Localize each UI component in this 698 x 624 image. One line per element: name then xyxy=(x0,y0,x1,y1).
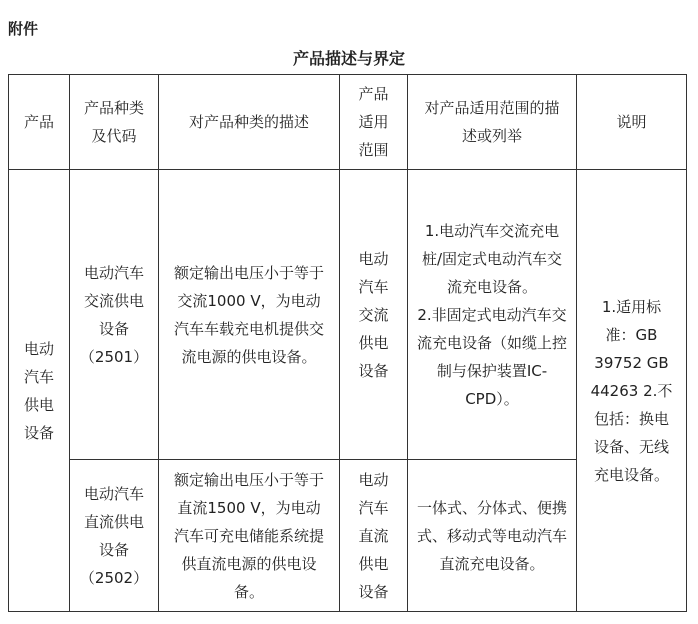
column-header-product: 产品 xyxy=(9,75,70,170)
column-header-description: 对产品种类的描述 xyxy=(159,75,340,170)
column-header-note: 说明 xyxy=(577,75,687,170)
category-cell-ac: 电动汽车交流供电设备（2501） xyxy=(70,170,159,460)
category-cell-dc: 电动汽车直流供电设备（2502） xyxy=(70,460,159,612)
description-cell-dc: 额定输出电压小于等于直流1500 V，为电动汽车可充电储能系统提供直流电源的供电设备。 xyxy=(159,460,340,612)
enumeration-cell-dc: 一体式、分体式、便携式、移动式等电动汽车直流充电设备。 xyxy=(408,460,577,612)
note-cell: 1.适用标准：GB 39752 GB 44263 2.不包括：换电设备、无线充电设备。 xyxy=(577,170,687,612)
header-row xyxy=(9,75,687,170)
description-cell-ac: 额定输出电压小于等于交流1000 V，为电动汽车车载充电机提供交流电源的供电设备。 xyxy=(159,170,340,460)
column-header-enumeration: 对产品适用范围的描述或列举 xyxy=(408,75,577,170)
enumeration-cell-ac: 1.电动汽车交流充电桩/固定式电动汽车交流充电设备。 2.非固定式电动汽车交流充电设备（如缆上控制与保护装置IC-CPD）。 xyxy=(408,170,577,460)
column-header-scope: 产品适用范围 xyxy=(340,75,408,170)
column-header-category: 产品种类及代码 xyxy=(70,75,159,170)
product-definition-table xyxy=(8,74,687,612)
product-cell: 电动汽车供电设备 xyxy=(9,170,70,612)
table-row-ac xyxy=(9,170,687,460)
scope-cell-dc: 电动汽车直流供电设备 xyxy=(340,460,408,612)
scope-cell-ac: 电动汽车交流供电设备 xyxy=(340,170,408,460)
attachment-label: 附件 xyxy=(8,20,39,38)
document-title: 产品描述与界定 xyxy=(292,49,405,68)
